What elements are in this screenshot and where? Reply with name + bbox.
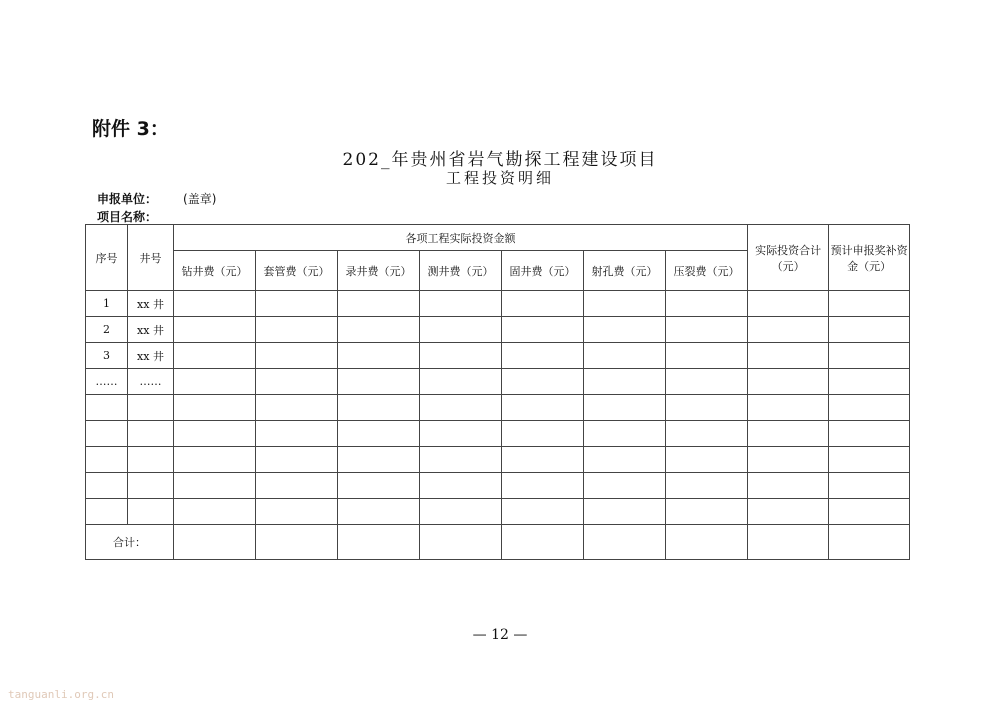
document-subtitle: 工程投资明细 (445, 169, 554, 187)
row-value-cell (502, 447, 584, 473)
row-value-cell (420, 499, 502, 525)
table-row (86, 395, 910, 421)
header-drilling-cost: 钻井费（元） (174, 251, 256, 291)
row-value-cell (502, 499, 584, 525)
row-seq: 1 (86, 291, 128, 317)
row-value-cell (338, 421, 420, 447)
total-cell (256, 525, 338, 560)
row-well: xx 井 (128, 317, 174, 343)
total-cell (829, 525, 910, 560)
row-value-cell (420, 343, 502, 369)
row-value-cell (666, 447, 748, 473)
row-value-cell (174, 395, 256, 421)
row-value-cell (584, 291, 666, 317)
total-cell (174, 525, 256, 560)
row-seq (86, 447, 128, 473)
row-value-cell (338, 291, 420, 317)
row-value-cell (829, 369, 910, 395)
header-cementing-cost: 固井费（元） (502, 251, 584, 291)
total-cell (502, 525, 584, 560)
document-title: 202_年贵州省岩气勘探工程建设项目 (342, 150, 658, 170)
row-value-cell (584, 447, 666, 473)
row-value-cell (256, 291, 338, 317)
header-actual-total: 实际投资合计（元） (748, 225, 829, 291)
total-cell (666, 525, 748, 560)
declaring-unit-row (97, 190, 216, 207)
row-value-cell (829, 291, 910, 317)
row-value-cell (502, 291, 584, 317)
row-seq (86, 421, 128, 447)
row-value-cell (748, 473, 829, 499)
row-value-cell (256, 317, 338, 343)
header-perforation-cost: 射孔费（元） (584, 251, 666, 291)
header-fracturing-cost: 压裂费（元） (666, 251, 748, 291)
row-value-cell (420, 395, 502, 421)
row-value-cell (174, 421, 256, 447)
row-seq: 3 (86, 343, 128, 369)
total-label: 合计： (86, 525, 174, 560)
row-well (128, 499, 174, 525)
row-value-cell (584, 473, 666, 499)
row-value-cell (174, 473, 256, 499)
row-value-cell (256, 369, 338, 395)
table-row (86, 369, 910, 395)
row-value-cell (338, 317, 420, 343)
page-number: — 12 — (472, 627, 528, 643)
row-value-cell (829, 317, 910, 343)
watermark: tanguanli.org.cn (8, 688, 114, 701)
row-value-cell (666, 291, 748, 317)
row-value-cell (420, 447, 502, 473)
row-value-cell (829, 499, 910, 525)
row-value-cell (748, 499, 829, 525)
attachment-label: 附件 3： (92, 118, 169, 140)
row-value-cell (174, 317, 256, 343)
row-value-cell (502, 343, 584, 369)
row-value-cell (748, 395, 829, 421)
row-value-cell (666, 499, 748, 525)
row-well (128, 473, 174, 499)
row-value-cell (502, 395, 584, 421)
row-value-cell (666, 343, 748, 369)
row-well (128, 421, 174, 447)
row-value-cell (584, 499, 666, 525)
row-value-cell (338, 369, 420, 395)
declaring-unit-label: 申报单位： (97, 192, 158, 206)
row-value-cell (748, 421, 829, 447)
row-seq (86, 395, 128, 421)
row-value-cell (420, 369, 502, 395)
row-value-cell (502, 421, 584, 447)
row-value-cell (666, 317, 748, 343)
row-value-cell (502, 317, 584, 343)
row-value-cell (256, 499, 338, 525)
row-value-cell (584, 421, 666, 447)
table-row (86, 421, 910, 447)
total-cell (584, 525, 666, 560)
row-value-cell (748, 291, 829, 317)
seal-label: (盖章) (183, 192, 217, 206)
row-well (128, 395, 174, 421)
row-value-cell (420, 421, 502, 447)
row-value-cell (748, 317, 829, 343)
row-value-cell (338, 499, 420, 525)
table-row (86, 343, 910, 369)
header-casing-cost: 套管费（元） (256, 251, 338, 291)
row-value-cell (829, 421, 910, 447)
row-value-cell (666, 395, 748, 421)
row-value-cell (748, 447, 829, 473)
row-value-cell (748, 369, 829, 395)
row-value-cell (584, 395, 666, 421)
row-value-cell (420, 317, 502, 343)
row-value-cell (174, 291, 256, 317)
table-row (86, 447, 910, 473)
row-value-cell (256, 395, 338, 421)
header-logging-cost: 录井费（元） (338, 251, 420, 291)
row-value-cell (584, 343, 666, 369)
row-value-cell (174, 369, 256, 395)
total-cell (420, 525, 502, 560)
row-value-cell (256, 421, 338, 447)
row-well: …… (128, 369, 174, 395)
row-value-cell (338, 447, 420, 473)
row-value-cell (256, 447, 338, 473)
row-value-cell (420, 291, 502, 317)
row-value-cell (338, 473, 420, 499)
header-subsidy: 预计申报奖补资金（元） (829, 225, 910, 291)
row-seq (86, 499, 128, 525)
row-value-cell (829, 343, 910, 369)
investment-table (85, 224, 910, 560)
row-value-cell (829, 447, 910, 473)
row-value-cell (420, 473, 502, 499)
header-group-actual-investment: 各项工程实际投资金额 (174, 225, 748, 251)
row-value-cell (256, 343, 338, 369)
header-seq: 序号 (86, 225, 128, 291)
row-seq: …… (86, 369, 128, 395)
row-value-cell (584, 317, 666, 343)
row-value-cell (338, 343, 420, 369)
project-name-row (97, 208, 157, 225)
row-value-cell (666, 421, 748, 447)
row-well: xx 井 (128, 291, 174, 317)
row-well: xx 井 (128, 343, 174, 369)
row-value-cell (174, 447, 256, 473)
row-well (128, 447, 174, 473)
row-seq (86, 473, 128, 499)
row-value-cell (748, 343, 829, 369)
row-value-cell (666, 473, 748, 499)
table-row (86, 499, 910, 525)
row-value-cell (584, 369, 666, 395)
project-name-label: 项目名称： (97, 210, 158, 224)
total-cell (338, 525, 420, 560)
row-value-cell (502, 473, 584, 499)
row-value-cell (829, 473, 910, 499)
row-value-cell (256, 473, 338, 499)
table-body (86, 291, 910, 525)
row-value-cell (502, 369, 584, 395)
row-value-cell (174, 343, 256, 369)
header-well: 井号 (128, 225, 174, 291)
row-value-cell (829, 395, 910, 421)
row-seq: 2 (86, 317, 128, 343)
header-well-logging-cost: 测井费（元） (420, 251, 502, 291)
total-cell (748, 525, 829, 560)
table-row (86, 291, 910, 317)
row-value-cell (174, 499, 256, 525)
row-value-cell (338, 395, 420, 421)
table-row (86, 317, 910, 343)
table-row (86, 473, 910, 499)
row-value-cell (666, 369, 748, 395)
